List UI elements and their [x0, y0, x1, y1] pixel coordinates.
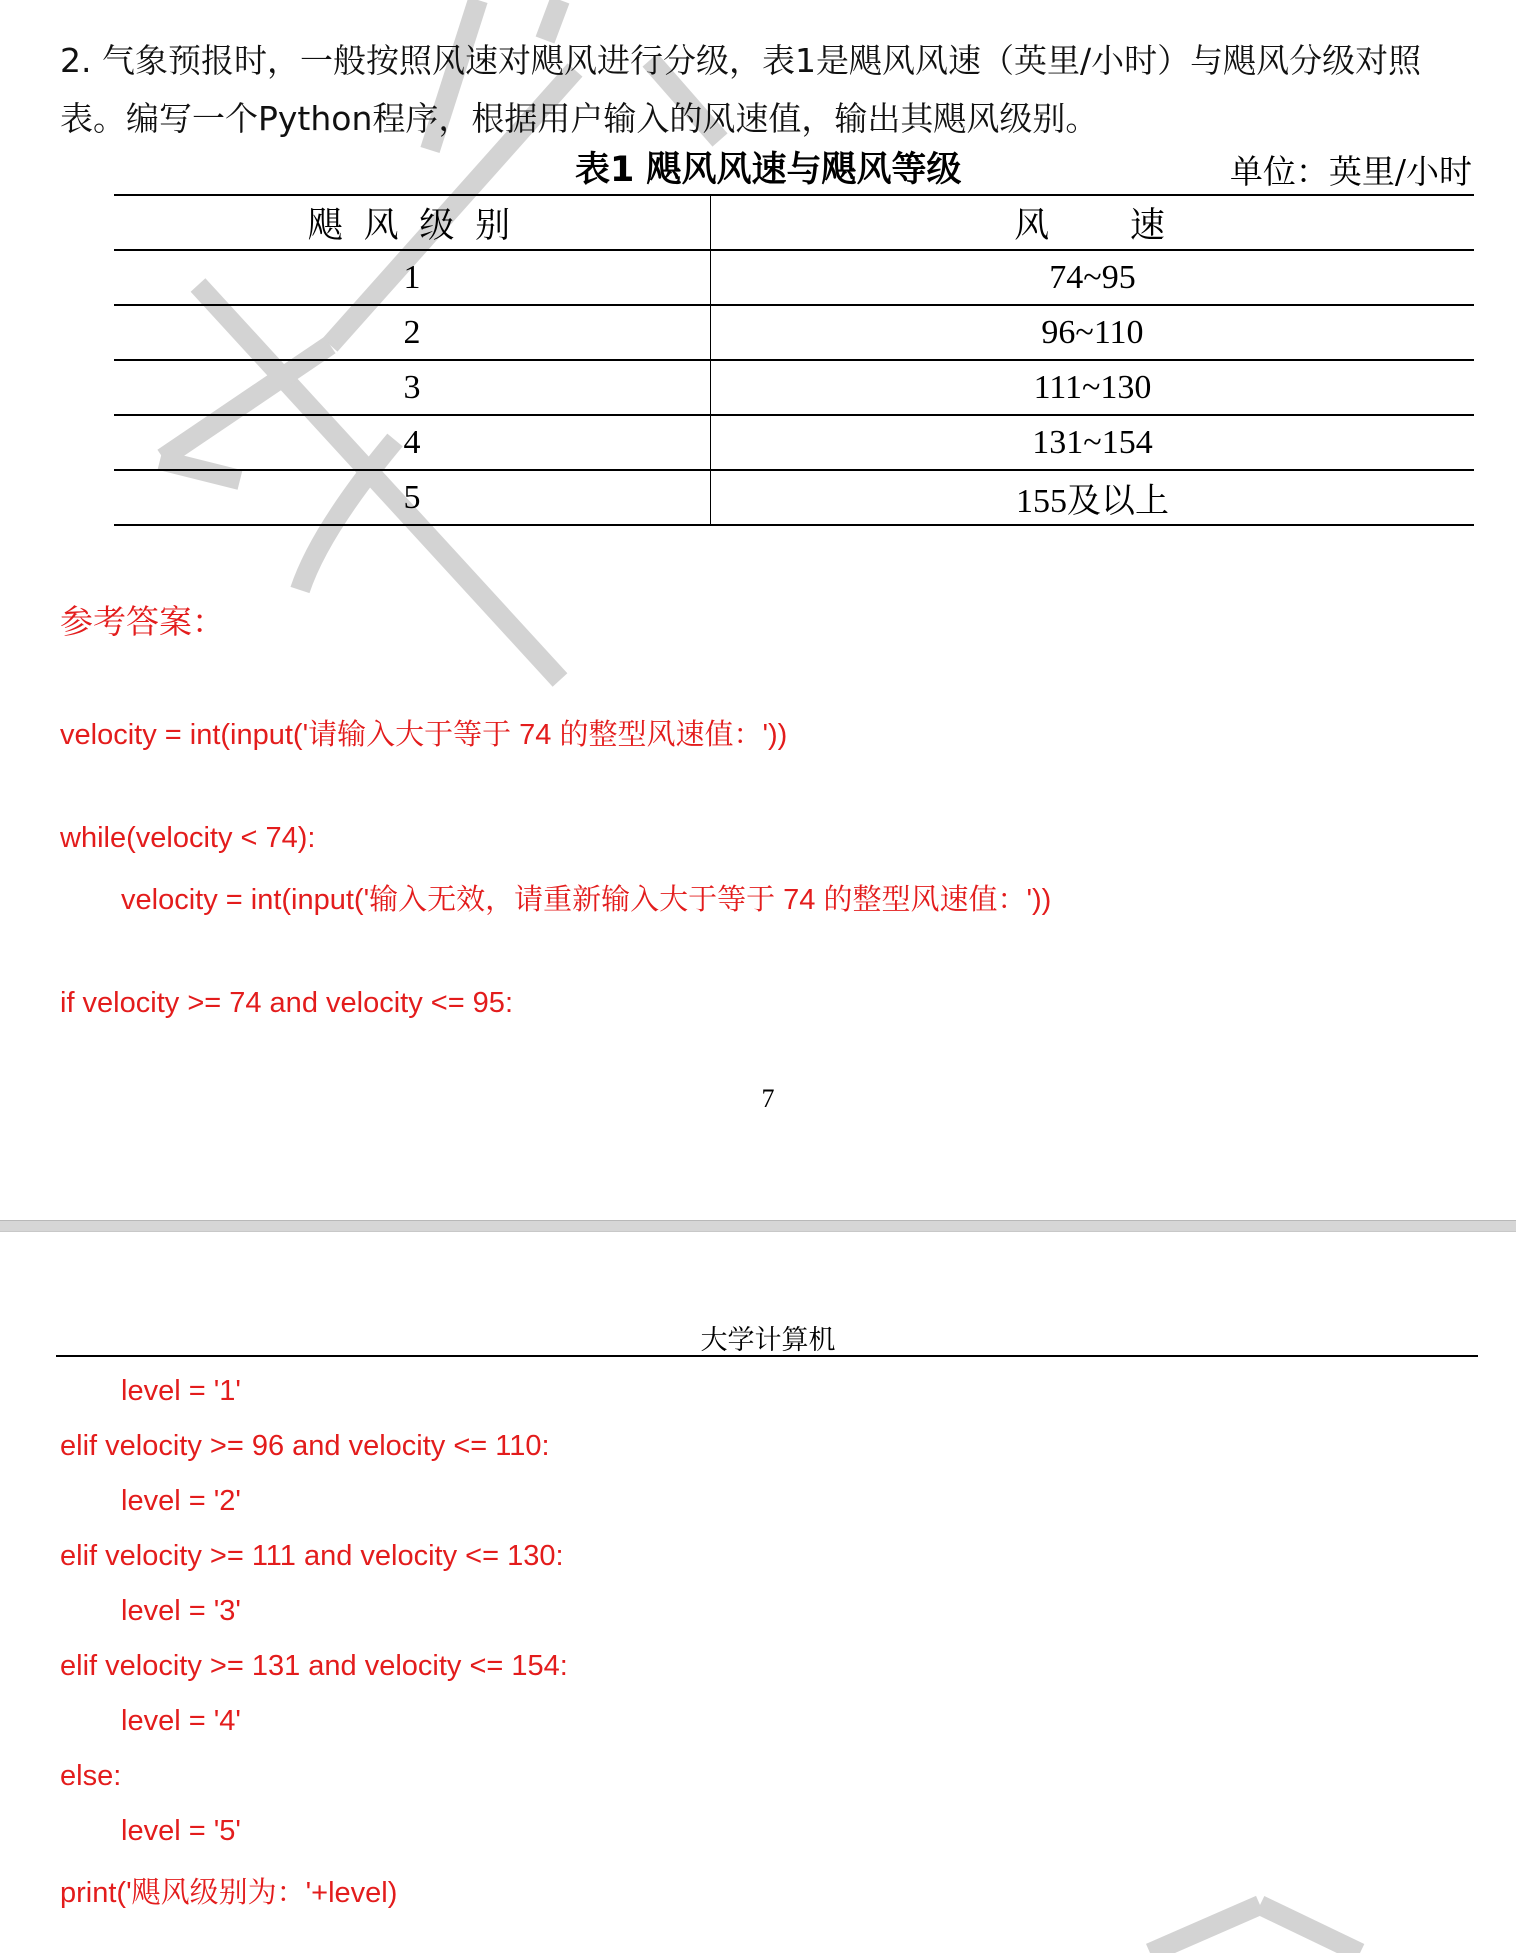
code-line: elif velocity >= 96 and velocity <= 110:	[60, 1430, 550, 1462]
header-speed: 风 速	[711, 195, 1475, 250]
table-unit: 单位：英里/小时	[1229, 152, 1472, 191]
cell-speed: 131~154	[711, 415, 1475, 470]
code-line: velocity = int(input('请输入大于等于 74 的整型风速值：'))	[60, 719, 788, 751]
table-row	[114, 415, 1474, 470]
code-line: level = '4'	[121, 1705, 241, 1737]
answer-heading: 参考答案：	[60, 602, 225, 641]
header-rule	[56, 1355, 1478, 1357]
cell-level: 5	[114, 470, 711, 525]
code-line: velocity = int(input('输入无效，请重新输入大于等于 74 的整型风速值：'))	[121, 884, 1052, 916]
cell-speed: 155及以上	[711, 470, 1475, 525]
cell-level: 3	[114, 360, 711, 415]
header-level: 飓 风 级 别	[114, 195, 711, 250]
page-2	[0, 1230, 1516, 1953]
cell-speed: 96~110	[711, 305, 1475, 360]
table-row	[114, 305, 1474, 360]
code-line: level = '2'	[121, 1485, 241, 1517]
table-caption: 表1 飓风风速与飓风等级	[575, 150, 962, 190]
code-line: while(velocity < 74):	[60, 822, 316, 854]
code-line: elif velocity >= 111 and velocity <= 130:	[60, 1540, 564, 1572]
cell-speed: 111~130	[711, 360, 1475, 415]
code-line: else:	[60, 1760, 122, 1792]
table-header-row	[114, 195, 1474, 250]
page-header-title: 大学计算机	[700, 1325, 836, 1356]
table-row	[114, 250, 1474, 305]
hurricane-level-table	[114, 194, 1474, 526]
code-line: level = '3'	[121, 1595, 241, 1627]
table-row	[114, 470, 1474, 525]
page-number: 7	[761, 1084, 775, 1113]
table-row	[114, 360, 1474, 415]
code-line: elif velocity >= 131 and velocity <= 154:	[60, 1650, 568, 1682]
cell-level: 4	[114, 415, 711, 470]
question-text: 2. 气象预报时，一般按照风速对飓风进行分级，表1是飓风风速（英里/小时）与飓风分级对照表。编写一个Python程序，根据用户输入的风速值，输出其飓风级别。	[60, 41, 1422, 138]
code-line: print('飓风级别为：'+level)	[60, 1877, 398, 1909]
cell-speed: 74~95	[711, 250, 1475, 305]
code-line: level = '1'	[121, 1375, 241, 1407]
code-line: if velocity >= 74 and velocity <= 95:	[60, 987, 513, 1019]
code-line: level = '5'	[121, 1815, 241, 1847]
cell-level: 2	[114, 305, 711, 360]
cell-level: 1	[114, 250, 711, 305]
